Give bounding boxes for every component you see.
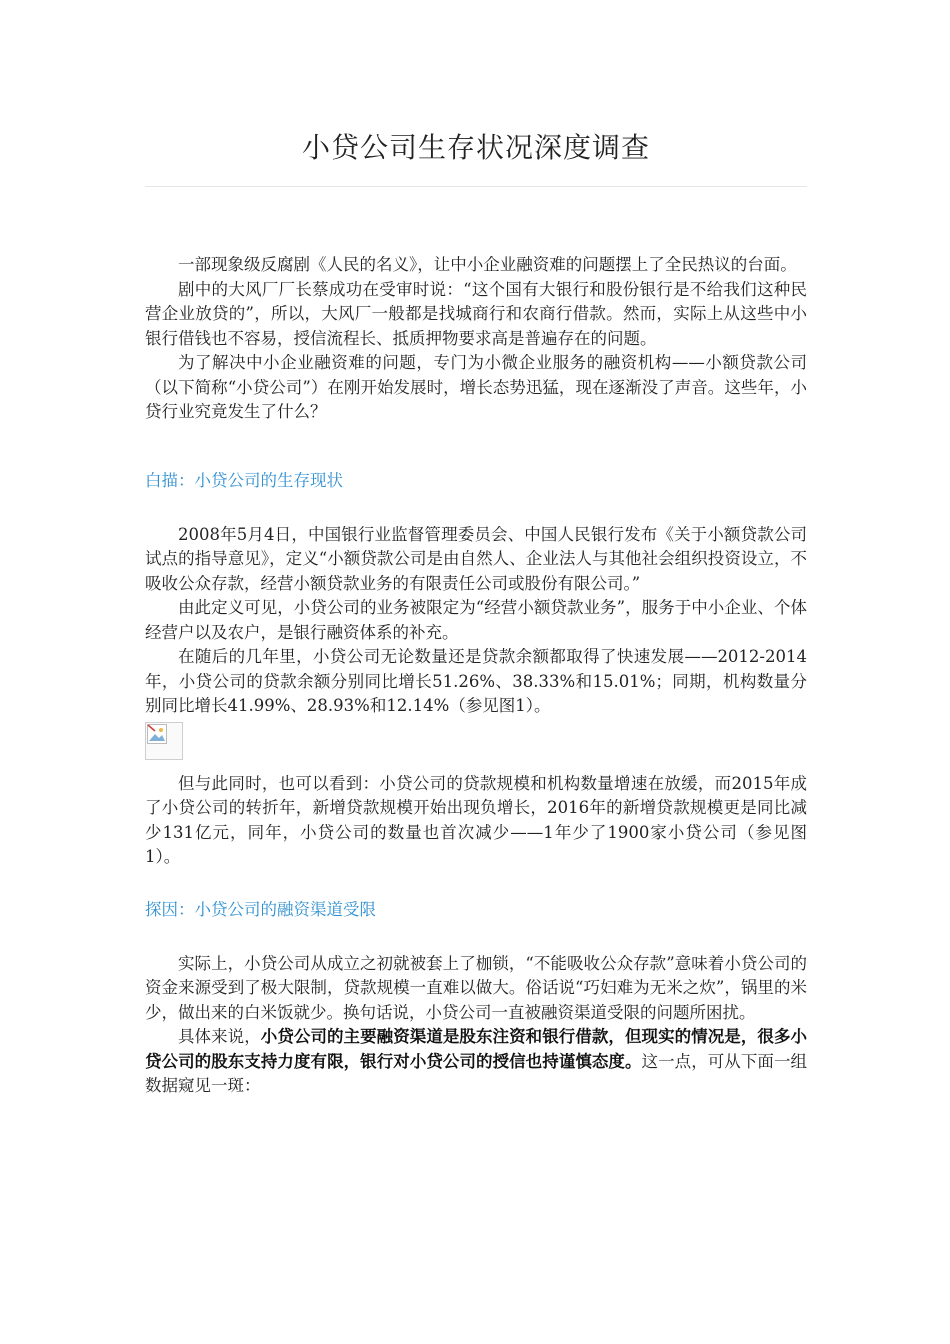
article [145, 0, 807, 1099]
section2-bold-text: 小贷公司的主要融资渠道是股东注资和银行借款，但现实的情况是，很多小贷公司的股东支持力度有限，银行对小贷公司的授信也持谨慎态度。 [145, 1027, 808, 1071]
article-body [145, 253, 807, 1099]
intro-paragraph-1: 一部现象级反腐剧《人民的名义》，让中小企业融资难的问题摆上了全民热议的台面。 [178, 255, 797, 274]
section-heading-cause: 探因：小贷公司的融资渠道受限 [145, 899, 376, 919]
section2-paragraph-1: 实际上，小贷公司从成立之初就被套上了枷锁，“不能吸收公众存款”意味着小贷公司的资金来源受到了极大限制，贷款规模一直难以做大。俗话说“巧妇难为无米之炊”，锅里的米少，做出来的白米饭就少。换句话说，小贷公司一直被融资渠道受限的问题所困扰。 [145, 953, 807, 1022]
title-divider [145, 186, 807, 187]
section1-paragraph-2: 由此定义可见，小贷公司的业务被限定为“经营小额贷款业务”，服务于中小企业、个体经营户以及农户，是银行融资体系的补充。 [145, 598, 807, 642]
intro-paragraph-3: 为了解决中小企业融资难的问题，专门为小微企业服务的融资机构——小额贷款公司（以下简称“小贷公司”）在刚开始发展时，增长态势迅猛，现在逐渐没了声音。这些年，小贷行业究竟发生了什么？ [145, 353, 807, 421]
broken-image-icon [145, 722, 183, 760]
section2-paragraph-2 [145, 1025, 807, 1099]
intro-paragraph-2: 剧中的大风厂厂长蔡成功在受审时说：“这个国有大银行和股份银行是不给我们这种民营企业放贷的”，所以，大风厂一般都是找城商行和农商行借款。然而，实际上从这些中小银行借钱也不容易，授信流程长、抵质押物要求高是普遍存在的问题。 [145, 279, 807, 348]
page-title: 小贷公司生存状况深度调查 [301, 131, 650, 164]
section1-paragraph-4: 但与此同时，也可以看到：小贷公司的贷款规模和机构数量增速在放缓，而2015年成了小贷公司的转折年，新增贷款规模开始出现负增长，2016年的新增贷款规模更是同比减少131亿元，同年，小贷公司的数量也首次减少——1年少了1900家小贷公司（参见图1）。 [145, 773, 807, 866]
section1-paragraph-3: 在随后的几年里，小贷公司无论数量还是贷款余额都取得了快速发展——2012-2014年，小贷公司的贷款余额分别同比增长51.26%、38.33%和15.01%；同期，机构数量分别同比增长41.99%、28.93%和12.14%（参见图1）。 [145, 647, 807, 715]
section1-paragraph-1: 2008年5月4日，中国银行业监督管理委员会、中国人民银行发布《关于小额贷款公司试点的指导意见》，定义“小额贷款公司是由自然人、企业法人与其他社会组织投资设立，不吸收公众存款，经营小额贷款业务的有限责任公司或股份有限公司。” [145, 524, 807, 593]
section2-tail: 这一点，可从下面一组数据窥见一斑： [145, 1051, 808, 1095]
section-heading-status: 白描：小贷公司的生存现状 [145, 470, 343, 490]
section2-lead: 具体来说， [178, 1027, 261, 1046]
